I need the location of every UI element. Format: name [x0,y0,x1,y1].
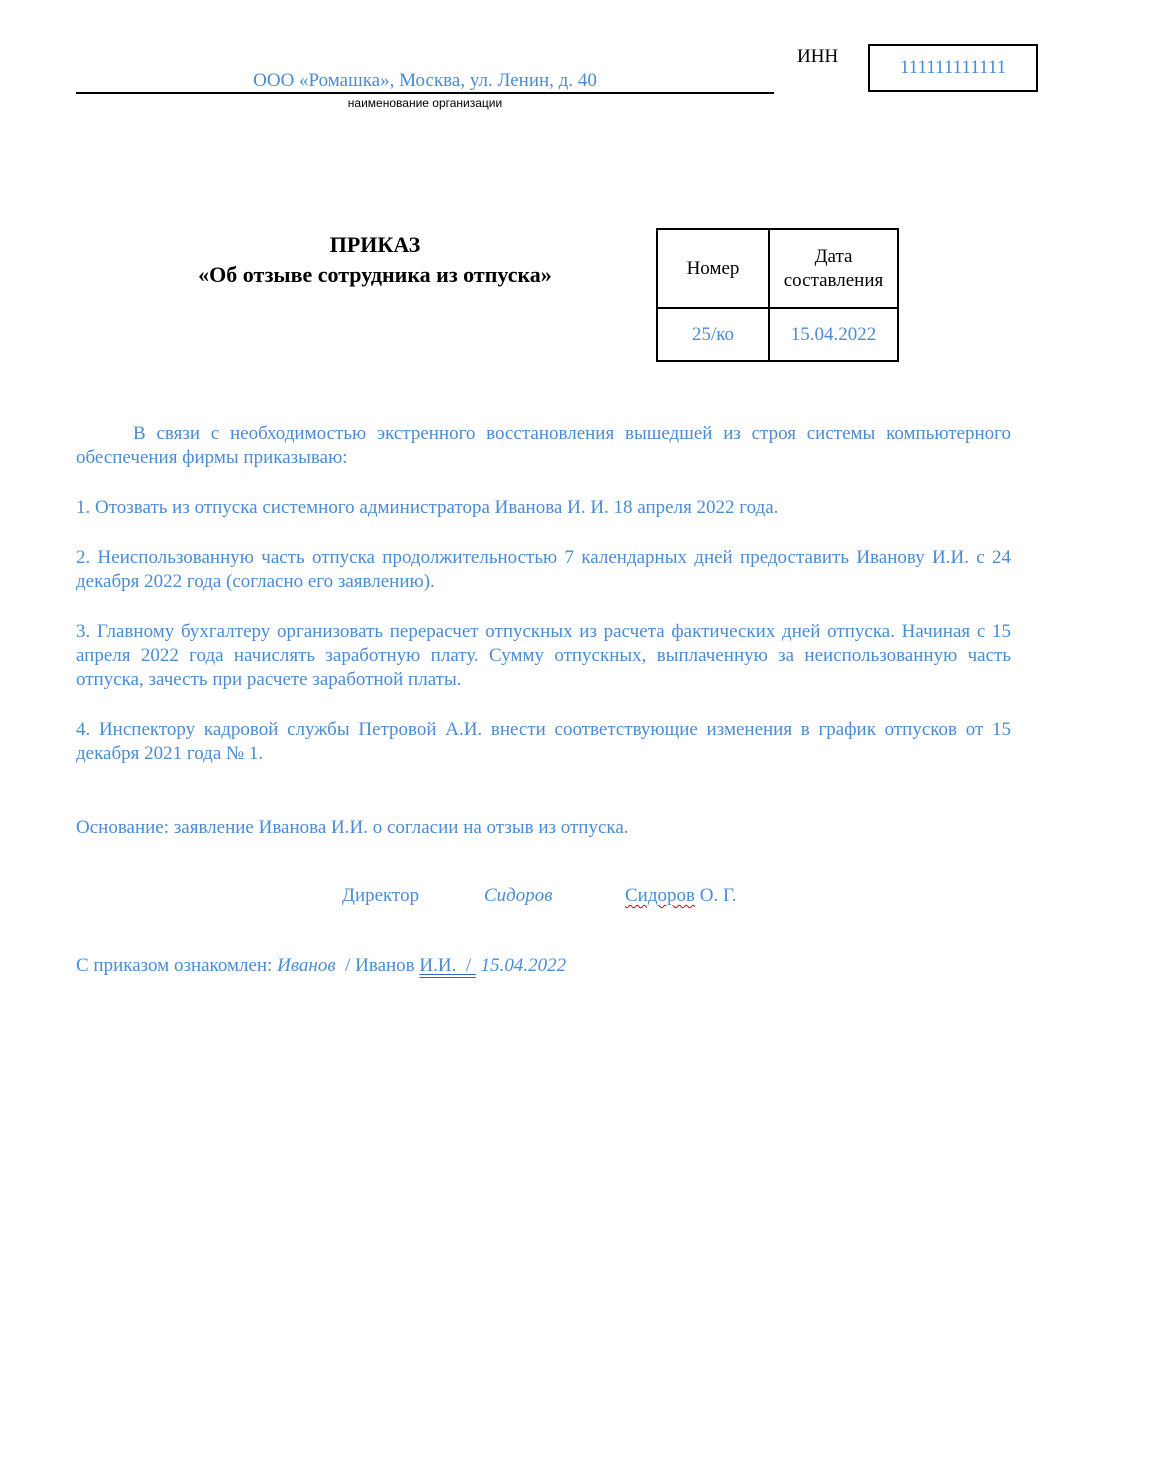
order-item-3: 3. Главному бухгалтеру организовать перерасчет отпускных из расчета фактических дней отпуска. Начиная с 15 апреля 2022 года начислять заработную плату. Сумму отпускных, выплаченную за неиспользованную часть отпуска, зачесть при расчете заработной платы. [76,621,1011,690]
basis-paragraph: Основание: заявление Иванова И.И. о согласии на отзыв из отпуска. [76,817,629,838]
acknowledgement-line [76,954,1011,978]
director-surname: Сидоров [625,885,695,906]
ack-initials: И.И. / [419,955,476,976]
ack-label: С приказом ознакомлен: [76,955,278,976]
intro-paragraph: В связи с необходимостью экстренного восстановления вышедшей из строя системы компьютерного обеспечения фирмы приказываю: [76,423,1011,468]
inn-label: ИНН [797,46,839,67]
order-title-line2: «Об отзыве сотрудника из отпуска» [198,262,552,287]
ack-signature: Иванов [277,955,336,976]
inn-value: 111111111111 [899,57,1007,78]
director-initials: О. Г. [694,885,737,906]
ack-date: 15.04.2022 [475,955,567,976]
number-header: Номер [657,229,769,308]
date-header-line1: Дата [814,245,853,267]
director-name [625,884,737,908]
organization-underline [76,92,774,94]
inn-value-box [868,44,1038,92]
order-title [140,230,610,290]
order-date: 15.04.2022 [769,308,898,361]
director-signature: Сидоров [484,885,553,906]
order-item-1: 1. Отозвать из отпуска системного администратора Иванова И. И. 18 апреля 2022 года. [76,497,779,518]
registration-table-value-row [657,308,898,361]
signatory-position: Директор [342,885,420,906]
order-item-4: 4. Инспектору кадровой службы Петровой А.И. внести соответствующие изменения в график отпусков от 15 декабря 2021 года № 1. [76,719,1011,764]
organization-name: ООО «Ромашка», Москва, ул. Ленин, д. 40 [253,70,597,91]
date-header-line2: составления [783,269,884,291]
registration-table [656,228,899,362]
order-item-2: 2. Неиспользованную часть отпуска продолжительностью 7 календарных дней предоставить Иванову И.И. с 24 декабря 2022 года (согласно его заявлению). [76,547,1011,592]
date-header [769,229,898,308]
registration-table-header-row [657,229,898,308]
organization-caption: наименование организации [347,96,503,110]
ack-name: / Иванов [335,955,420,976]
order-title-line1: ПРИКАЗ [329,232,421,257]
order-number: 25/ко [657,308,769,361]
